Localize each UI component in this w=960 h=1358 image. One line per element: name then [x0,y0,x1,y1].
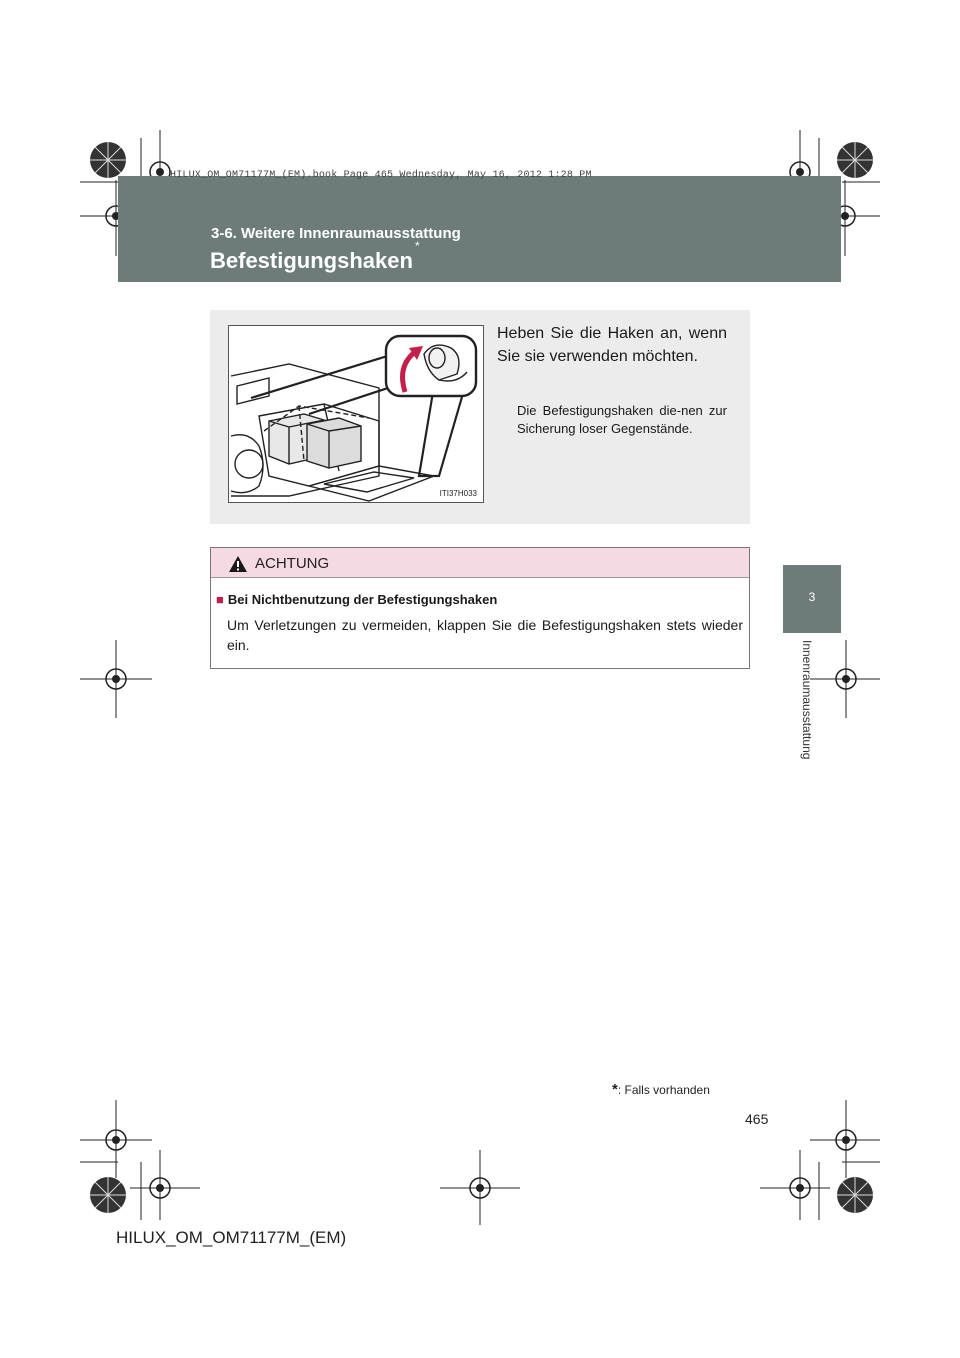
warning-heading-text: Bei Nichtbenutzung der Befestigungshaken [227,592,498,607]
book-info-line: HILUX_OM_OM71177M_(EM).book Page 465 Wednesday, May 16, 2012 1:28 PM [170,170,592,181]
footnote [612,1081,710,1098]
chapter-number: 3 [808,590,816,604]
instruction-note: Die Befestigungshaken die-nen zur Sicherung loser Gegenstände. [517,403,727,436]
chapter-label: Innenraumausstattung [800,640,814,760]
warning-box [210,547,750,669]
pickup-bed-drawing [229,326,483,502]
warning-body: Um Verletzungen zu vermeiden, klappen Sie die Befestigungshaken stets wieder ein. [227,617,743,653]
optional-mark: * [414,238,420,253]
footer-document-code: HILUX_OM_OM71177M_(EM) [116,1228,347,1247]
footnote-mark: * [612,1081,618,1098]
warning-icon [228,555,248,573]
page-number: 465 [745,1111,769,1127]
warning-header [211,548,749,578]
footnote-text: : Falls vorhanden [617,1083,710,1097]
section-title: 3-6. Weitere Innenraumausstattung [211,225,461,242]
instruction-text: Heben Sie die Haken an, wenn Sie sie verwenden möchten. [497,325,727,365]
figure-code: ITI37H033 [439,489,477,498]
tie-down-hook-illustration [228,325,484,503]
warning-title: ACHTUNG [255,555,330,572]
bullet-square-icon: ■ [216,592,224,607]
page-title-text: Befestigungshaken [210,248,413,273]
page-title [210,238,420,274]
warning-heading [216,592,497,607]
